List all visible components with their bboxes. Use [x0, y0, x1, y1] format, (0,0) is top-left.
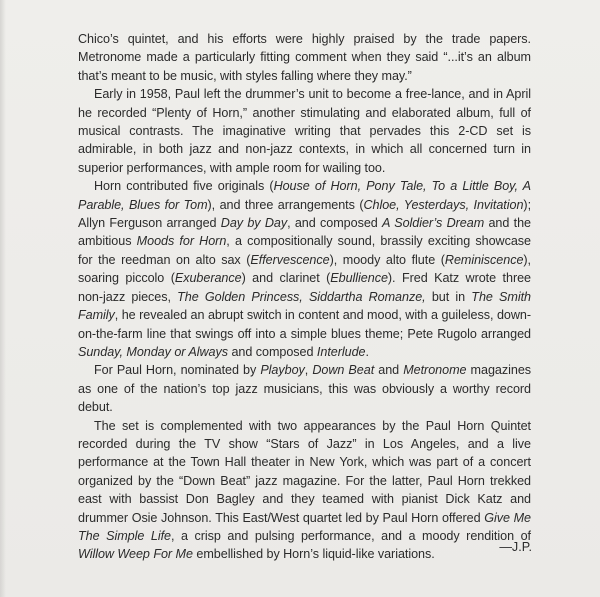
- paragraph-1: Chico’s quintet, and his efforts were highly praised by the trade papers. Metronome made a particularly fitting comment when they said “...it’s an album that’s meant to be music, with styles falling where they may.”: [78, 32, 531, 83]
- liner-notes-text: [78, 30, 531, 564]
- paragraph-4: For Paul Horn, nominated by Playboy, Down Beat and Metronome magazines as one of the nation’s top jazz musicians, this was obviously a worthy record debut.: [78, 363, 532, 415]
- paragraph-2: Early in 1958, Paul left the drummer’s unit to become a free-lance, and in April he recorded “Plenty of Horn,” another stimulating and elaborated album, full of musical contrasts. The imaginative writing that pervades this 2-CD set is admirable, in both jazz and non-jazz contexts, in which all concerned turn in superior performances, with ample room for wailing too.: [78, 87, 531, 175]
- paragraph-5: The set is complemented with two appearances by the Paul Horn Quintet recorded during the TV show “Stars of Jazz” in Los Angeles, and a live performance at the Town Hall theater in New York, which was part of a concert organized by the “Down Beat” jazz magazine. For the latter, Paul Horn trekked east with bassist Don Bagley and they teamed with pianist Dick Katz and drummer Osie Johnson. This East/West quartet led by Paul Horn offered Give Me The Simple Life, a crisp and pulsing performance, and a moody rendition of Willow Weep For Me embellished by Horn’s liquid-like variations.: [78, 418, 531, 562]
- page-spine-shadow: [0, 0, 6, 597]
- paragraph-3: Horn contributed five originals (House of Horn, Pony Tale, To a Little Boy, A Parable, Blues for Tom), and three arrangements (Chloe, Yesterdays, Invitation); Allyn Ferguson arranged Day by Day, and composed A Soldier’s Dream and the ambitious Moods for Horn, a compositionally sound, brassily exciting showcase for the reedman on alto sax (Effervescence), moody alto flute (Reminiscence), soaring piccolo (Exuberance) and clarinet (Ebullience). Fred Katz wrote three non-jazz pieces, The Golden Princess, Siddartha Romanze, but in The Smith Family, he revealed an abrupt switch in content and mood, with a guileless, down-on-the-farm line that swings off into a simple blues theme; Pete Rugolo arranged Sunday, Monday or Always and composed Interlude.: [78, 179, 532, 359]
- author-signature: —J.P.: [499, 540, 532, 554]
